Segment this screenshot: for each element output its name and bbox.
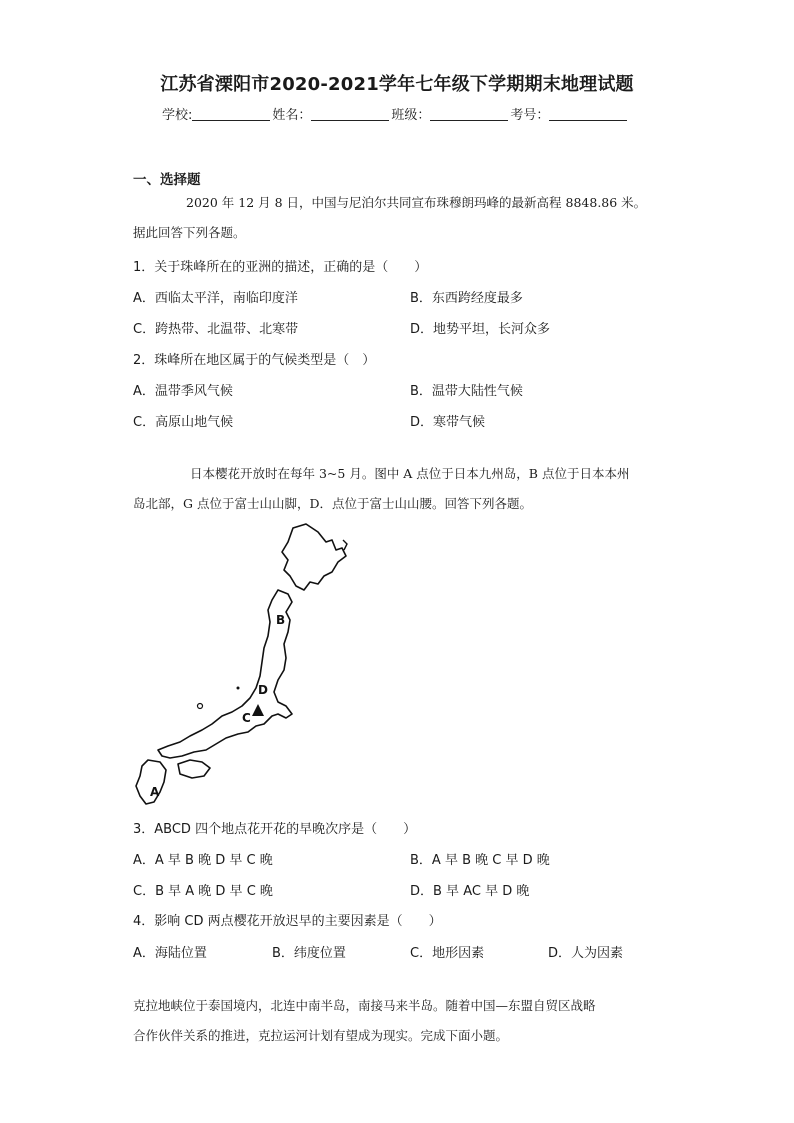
question-1-option-c: C．跨热带、北温带、北寒带 — [133, 322, 299, 337]
question-2-option-c: C．高原山地气候 — [133, 415, 234, 430]
page-title: 江苏省溧阳市2020-2021学年七年级下学期期末地理试题 — [160, 74, 634, 95]
passage1-line1: 2020 年 12 月 8 日，中国与尼泊尔共同宣布珠穆朗玛峰的最新高程 8848.86 米。 — [186, 195, 647, 210]
student-info-line — [162, 104, 629, 123]
question-3-option-c: C．B 早 A 晚 D 早 C 晚 — [133, 884, 273, 899]
section-heading: 一、选择题 — [133, 172, 201, 188]
passage3-line1: 克拉地峡位于泰国境内，北连中南半岛，南接马来半岛。随着中国—东盟自贸区战略 — [133, 998, 596, 1013]
exam-no-label: 考号： — [510, 108, 550, 123]
map-label-d: D — [258, 683, 268, 697]
question-2-stem: 2．珠峰所在地区属于的气候类型是（ ） — [133, 353, 376, 368]
question-4-stem: 4．影响 CD 两点樱花开放迟早的主要因素是（ ） — [133, 914, 442, 929]
map-label-a: A — [150, 785, 160, 799]
question-4-option-b: B．纬度位置 — [272, 946, 346, 961]
honshu-outline — [158, 590, 292, 758]
question-4-option-c: C．地形因素 — [410, 946, 485, 961]
passage3-line2: 合作伙伴关系的推进，克拉运河计划有望成为现实。完成下面小题。 — [133, 1028, 509, 1043]
japan-map — [128, 520, 368, 810]
hokkaido-outline — [282, 524, 346, 590]
question-3-option-a: A．A 早 B 晚 D 早 C 晚 — [133, 853, 273, 868]
question-3-option-b: B．A 早 B 晚 C 早 D 晚 — [410, 853, 550, 868]
question-1-option-d: D．地势平坦，长河众多 — [410, 322, 551, 337]
name-blank — [311, 107, 389, 121]
question-3-stem: 3．ABCD 四个地点花开花的早晚次序是（ ） — [133, 822, 417, 837]
question-2-option-b: B．温带大陆性气候 — [410, 384, 523, 399]
question-2-option-d: D．寒带气候 — [410, 415, 486, 430]
question-1-stem: 1．关于珠峰所在的亚洲的描述，正确的是（ ） — [133, 260, 428, 275]
mount-fuji-marker — [252, 704, 264, 716]
question-1-option-a: A．西临太平洋，南临印度洋 — [133, 291, 298, 306]
passage1-line2: 据此回答下列各题。 — [133, 225, 246, 240]
question-4-option-a: A．海陆位置 — [133, 946, 207, 961]
passage2-line2: 岛北部，G 点位于富士山山脚，D．点位于富士山山腰。回答下列各题。 — [133, 496, 532, 511]
question-2-option-a: A．温带季风气候 — [133, 384, 233, 399]
map-label-b: B — [276, 613, 286, 627]
shikoku-outline — [178, 760, 210, 778]
question-3-option-d: D．B 早 AC 早 D 晚 — [410, 884, 530, 899]
school-blank — [192, 107, 270, 121]
class-blank — [430, 107, 508, 121]
question-1-option-b: B．东西跨经度最多 — [410, 291, 523, 306]
passage2-line1: 日本樱花开放时在每年 3~5 月。图中 A 点位于日本九州岛，B 点位于日本本州 — [190, 466, 630, 481]
school-label: 学校: — [162, 108, 193, 123]
map-label-c: C — [242, 711, 251, 725]
exam-no-blank — [549, 107, 627, 121]
class-label: 班级： — [391, 108, 431, 123]
question-4-option-d: D．人为因素 — [548, 946, 624, 961]
name-label: 姓名： — [272, 108, 312, 123]
